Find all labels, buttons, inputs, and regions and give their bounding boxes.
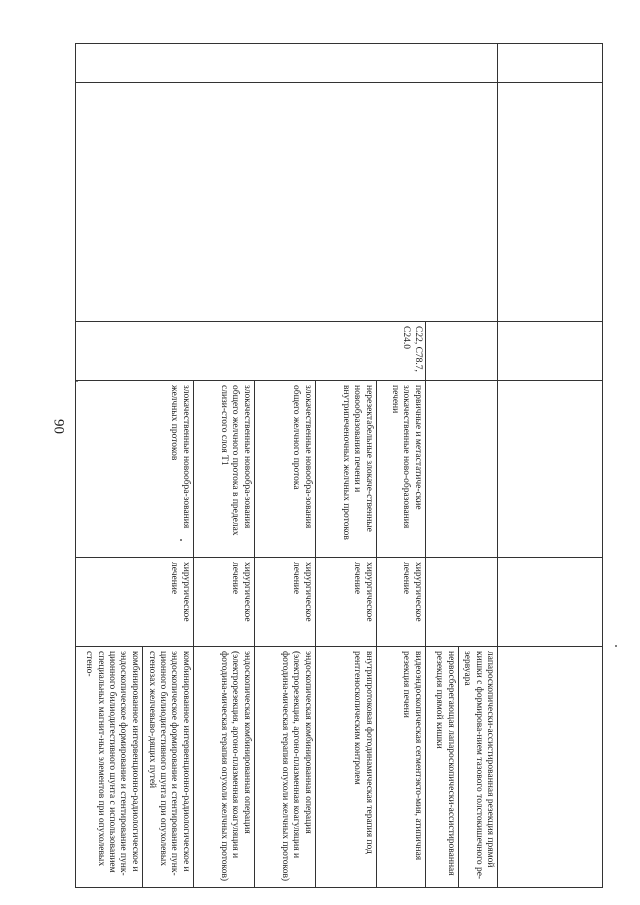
table-cell-diagnosis: злокачественные новообра-зования желчных протоков	[75, 381, 193, 558]
table-cell-method: нервосберегающая лапароскопически-ассистированная резекция прямой кишки	[425, 647, 458, 888]
rotated-table-frame	[84, 43, 603, 882]
table-cell-treatment: хирургическое лечение	[193, 558, 254, 647]
table-cell-group	[498, 83, 603, 322]
page-number: 90	[50, 419, 67, 434]
table-cell-diagnosis: первичные и метастатиче-ские злокачественные ново-образования печени	[376, 381, 425, 558]
table-cell-code: C22, C78.7, C24.0	[75, 322, 425, 381]
table-cell-method	[498, 647, 603, 888]
scan-speck	[615, 645, 617, 647]
table-cell-group	[75, 83, 497, 322]
table-cell-diagnosis: злокачественные новообра-зования общего желчного протока	[254, 381, 315, 558]
table-cell-method: комбинированное интервенционно-радиологическое и эндоскопическое формирование и стентирование пунк-ционного билиодигестивного шунта с использованием специальных магнит-ных элементов при опухолевых стено-	[75, 647, 142, 888]
table-cell-code	[425, 322, 497, 381]
table-cell-diagnosis: нерезектабельные злокаче-ственные новообразования печени и внутрипеченочных желчных протоков	[315, 381, 376, 558]
table-cell-method: комбинированное интервенционно-радиологическое и эндоскопическое формирование и стентирование пунк-ционного билиодигестивного шунта при опухолевых стенозах желчевыво-дящих путей	[142, 647, 193, 888]
table-cell-treatment: хирургическое лечение	[376, 558, 425, 647]
table-cell-method: лапароскопически-ассистированная резекция прямой кишки с формирова-нием тазового толстокишечного ре-зервуара	[458, 647, 497, 888]
medical-care-table	[75, 43, 603, 888]
table-cell-number	[75, 44, 497, 83]
table-cell-method: эндоскопическая комбинированная операция (электрорезекция, аргоно-плазменная коагуляция и фотодина-мическая терапия опухоли желчных протоков)	[193, 647, 254, 888]
table-row	[498, 44, 603, 888]
table-cell-diagnosis	[425, 381, 497, 558]
table-cell-method: эндоскопическая комбинированная операция (электрорезекция, аргоно-плазменная коагуляция и фотодина-мическая терапия опухоли желчных протоков)	[254, 647, 315, 888]
table-cell-diagnosis: злокачественные новообра-зования общего желчного протока в пределах слизи-стого слоя T1	[193, 381, 254, 558]
table-row	[458, 44, 497, 888]
table-cell-treatment: хирургическое лечение	[315, 558, 376, 647]
table-cell-method: видеоэндоскопическая сегментэкто-мия, атипичная резекция печени	[376, 647, 425, 888]
table-cell-treatment	[498, 558, 603, 647]
table-cell-diagnosis	[498, 381, 603, 558]
table-cell-code	[498, 322, 603, 381]
table-cell-method: внутрипротоковая фотодинамическая терапия под рентгеноскопическим контролем	[315, 647, 376, 888]
table-cell-treatment	[425, 558, 497, 647]
table-cell-treatment: хирургическое лечение	[75, 558, 193, 647]
table-cell-treatment: хирургическое лечение	[254, 558, 315, 647]
table-cell-number	[498, 44, 603, 83]
